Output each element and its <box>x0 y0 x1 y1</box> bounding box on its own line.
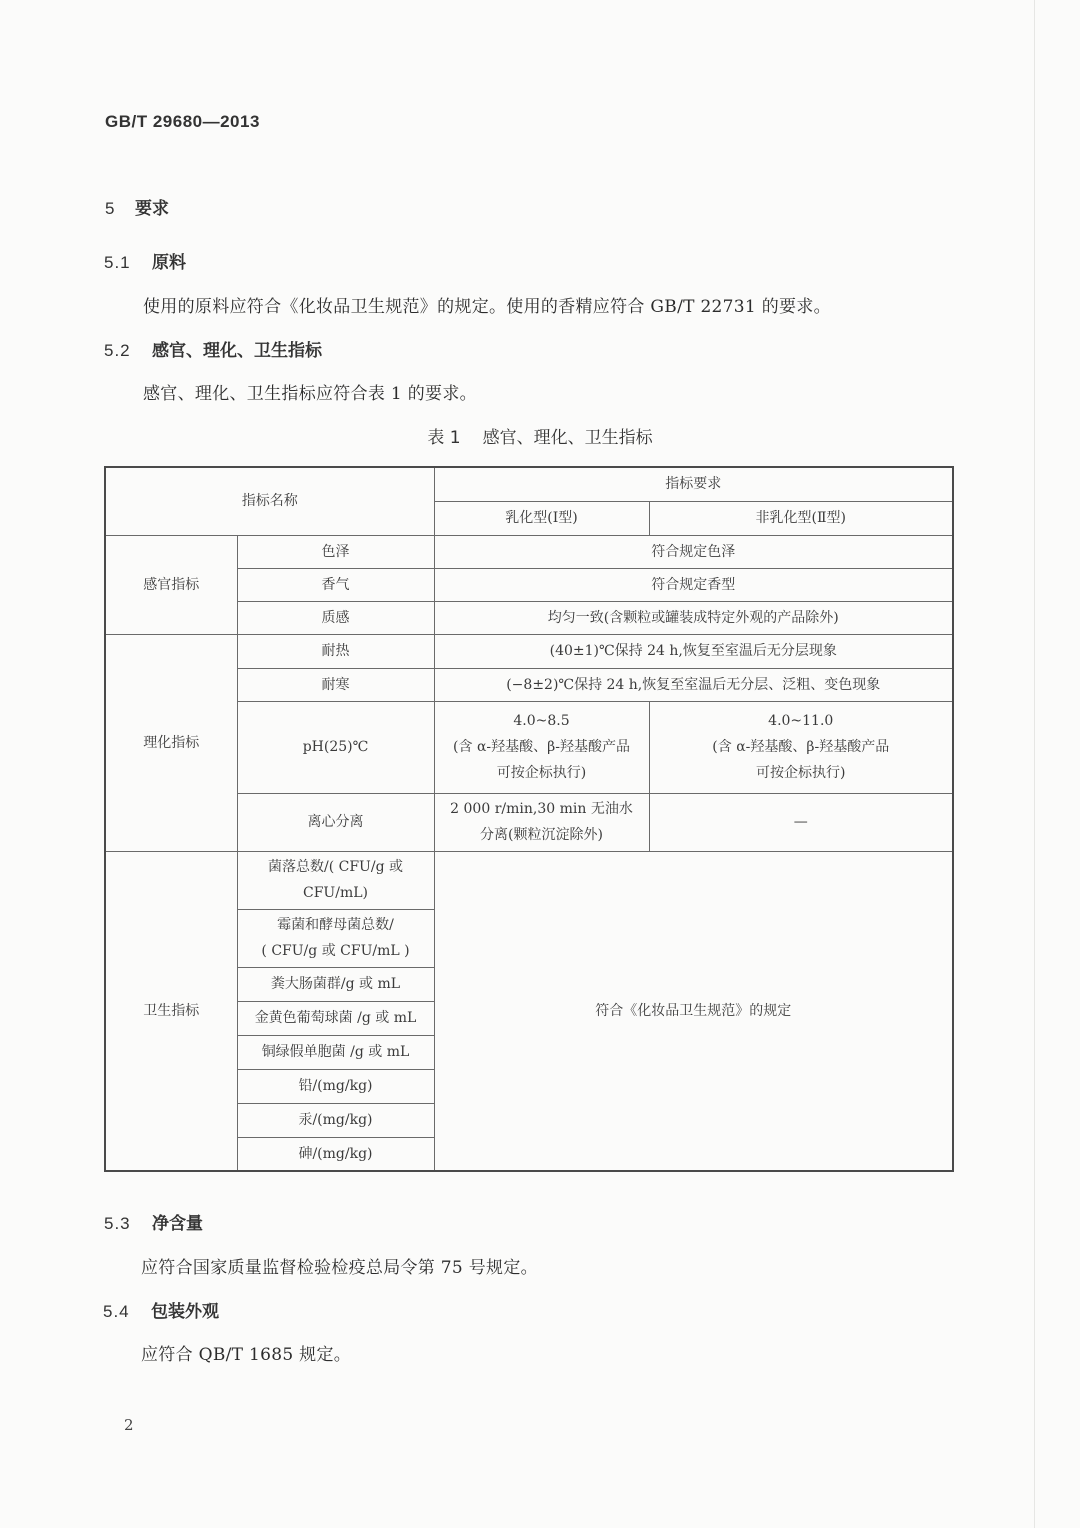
standard-number: GB/T 29680—2013 <box>105 112 260 131</box>
ph-type-1-line: 可按企标执行) <box>496 765 587 781</box>
item-mold-yeast <box>237 909 434 967</box>
table-row <box>105 851 953 909</box>
section-5-3-text: 应符合国家质量监督检验检疫总局令第 75 号规定。 <box>141 1258 538 1278</box>
section-title: 包装外观 <box>151 1302 219 1322</box>
item-line: ( CFU/g 或 CFU/mL ) <box>261 943 410 959</box>
item-texture: 质感 <box>237 601 434 634</box>
table-caption-title: 感官、理化、卫生指标 <box>482 428 653 448</box>
value-ph-type-2 <box>649 701 953 793</box>
value-color: 符合规定色泽 <box>434 535 953 568</box>
item-mercury: 汞/(mg/kg) <box>237 1103 434 1137</box>
item-line: 菌落总数/( CFU/g 或 <box>268 859 403 875</box>
section-5-4-text: 应符合 QB/T 1685 规定。 <box>141 1345 352 1365</box>
section-title: 净含量 <box>152 1214 203 1234</box>
section-number: 5.1 <box>104 253 131 272</box>
section-5-2-heading <box>104 336 322 361</box>
section-5-1-heading <box>104 248 186 273</box>
item-ph: pH(25)℃ <box>237 701 434 793</box>
table-row <box>105 634 953 668</box>
value-centrifuge-type-1 <box>434 793 649 851</box>
section-5-4-heading <box>103 1297 219 1322</box>
item-fecal-coliform: 粪大肠菌群/g 或 mL <box>237 967 434 1001</box>
centrifuge-line: 2 000 r/min,30 min 无油水 <box>450 801 633 817</box>
section-title: 要求 <box>135 199 169 219</box>
ph-type-2-line: 4.0~11.0 <box>768 713 834 729</box>
item-line: CFU/mL) <box>303 885 368 901</box>
page-number: 2 <box>124 1416 134 1434</box>
header-type-2: 非乳化型(Ⅱ型) <box>649 501 953 535</box>
section-number: 5 <box>105 199 116 218</box>
item-fragrance: 香气 <box>237 568 434 601</box>
header-type-1: 乳化型(Ⅰ型) <box>434 501 649 535</box>
value-cold: (−8±2)℃保持 24 h,恢复至室温后无分层、泛粗、变色现象 <box>434 668 953 701</box>
item-lead: 铅/(mg/kg) <box>237 1069 434 1103</box>
section-number: 5.4 <box>103 1302 130 1321</box>
section-number: 5.3 <box>104 1214 131 1233</box>
item-color: 色泽 <box>237 535 434 568</box>
section-title: 原料 <box>152 253 186 273</box>
item-line: 霉菌和酵母菌总数/ <box>277 917 394 933</box>
item-pseudomonas: 铜绿假单胞菌 /g 或 mL <box>237 1035 434 1069</box>
section-5-2-text: 感官、理化、卫生指标应符合表 1 的要求。 <box>143 384 477 404</box>
item-centrifuge: 离心分离 <box>237 793 434 851</box>
ph-type-1-line: 4.0~8.5 <box>513 713 570 729</box>
item-total-bacteria <box>237 851 434 909</box>
value-ph-type-1 <box>434 701 649 793</box>
table-caption <box>0 423 1080 448</box>
group-sensory: 感官指标 <box>105 535 237 634</box>
ph-type-2-line: (含 α-羟基酸、β-羟基酸产品 <box>712 739 890 755</box>
header-requirement: 指标要求 <box>434 467 953 501</box>
item-arsenic: 砷/(mg/kg) <box>237 1137 434 1171</box>
scan-edge-line <box>1034 0 1035 1528</box>
header-indicator-name: 指标名称 <box>105 467 434 535</box>
table-caption-label: 表 1 <box>427 428 461 448</box>
item-staph-aureus: 金黄色葡萄球菌 /g 或 mL <box>237 1001 434 1035</box>
value-texture: 均匀一致(含颗粒或罐装成特定外观的产品除外) <box>434 601 953 634</box>
centrifuge-line: 分离(颗粒沉淀除外) <box>480 827 603 843</box>
section-5-1-text: 使用的原料应符合《化妆品卫生规范》的规定。使用的香精应符合 GB/T 22731 的要求。 <box>143 297 831 317</box>
section-5-heading <box>105 194 169 219</box>
item-cold: 耐寒 <box>237 668 434 701</box>
ph-type-2-line: 可按企标执行) <box>756 765 846 781</box>
value-hygiene: 符合《化妆品卫生规范》的规定 <box>434 851 953 1171</box>
item-heat: 耐热 <box>237 634 434 668</box>
value-centrifuge-type-2: — <box>649 793 953 851</box>
value-fragrance: 符合规定香型 <box>434 568 953 601</box>
table-row <box>105 535 953 568</box>
value-heat: (40±1)℃保持 24 h,恢复至室温后无分层现象 <box>434 634 953 668</box>
table-header-row <box>105 467 953 501</box>
group-physchem: 理化指标 <box>105 634 237 851</box>
section-number: 5.2 <box>104 341 131 360</box>
requirements-table <box>104 466 954 1172</box>
section-5-3-heading <box>104 1209 203 1234</box>
section-title: 感官、理化、卫生指标 <box>152 341 322 361</box>
group-hygiene: 卫生指标 <box>105 851 237 1171</box>
ph-type-1-line: (含 α-羟基酸、β-羟基酸产品 <box>453 739 630 755</box>
